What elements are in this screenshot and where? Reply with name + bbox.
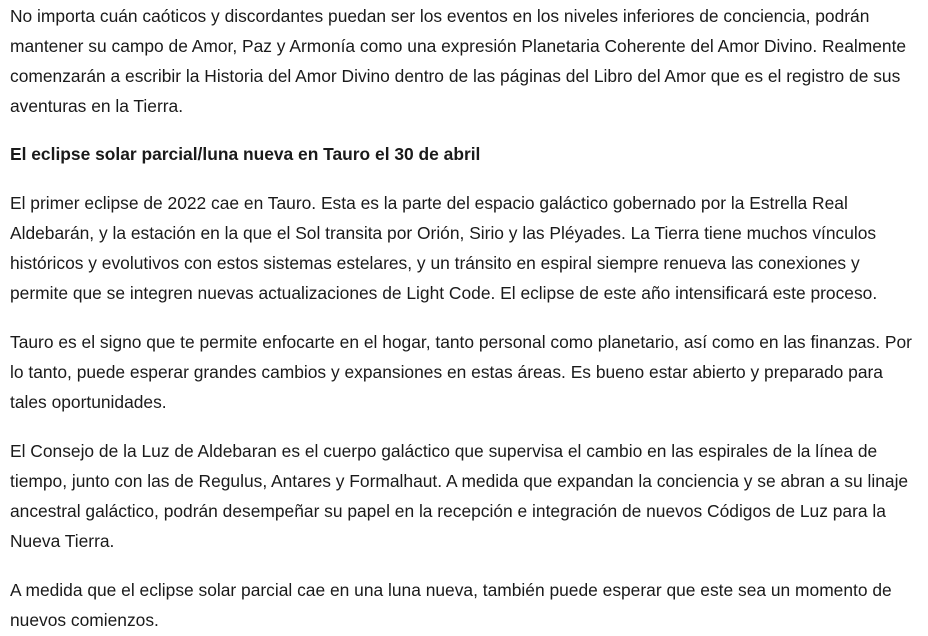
section-heading: El eclipse solar parcial/luna nueva en Tauro el 30 de abril [10,144,481,164]
article-paragraph-1: No importa cuán caóticos y discordantes puedan ser los eventos en los niveles inferiores de conciencia, podrán mantener su campo de Amor, Paz y Armonía como una expresión Planetaria Coherente del Amor Divino. Realmente comenzarán a escribir la Historia del Amor Divino dentro de las páginas del Libro del Amor que es el registro de sus aventuras en la Tierra. [10,6,907,116]
article-paragraph-5: A medida que el eclipse solar parcial cae en una luna nueva, también puede esperar que este sea un momento de nuevos comienzos. [10,580,892,630]
article-body [0,1,928,635]
article-paragraph-4: El Consejo de la Luz de Aldebaran es el cuerpo galáctico que supervisa el cambio en las espirales de la línea de tiempo, junto con las de Regulus, Antares y Formalhaut. A medida que expandan la conciencia y se abran a su linaje ancestral galáctico, podrán desempeñar su papel en la recepción e integración de nuevos Códigos de Luz para la Nueva Tierra. [10,441,909,551]
article-paragraph-3: Tauro es el signo que te permite enfocarte en el hogar, tanto personal como planetario, así como en las finanzas. Por lo tanto, puede esperar grandes cambios y expansiones en estas áreas. Es bueno estar abierto y preparado para tales oportunidades. [10,332,912,412]
article-paragraph-2: El primer eclipse de 2022 cae en Tauro. Esta es la parte del espacio galáctico gobernado por la Estrella Real Aldebarán, y la estación en la que el Sol transita por Orión, Sirio y las Pléyades. La Tierra tiene muchos vínculos históricos y evolutivos con estos sistemas estelares, y un tránsito en espiral siempre renueva las conexiones y permite que se integren nuevas actualizaciones de Light Code. El eclipse de este año intensificará este proceso. [10,193,878,303]
